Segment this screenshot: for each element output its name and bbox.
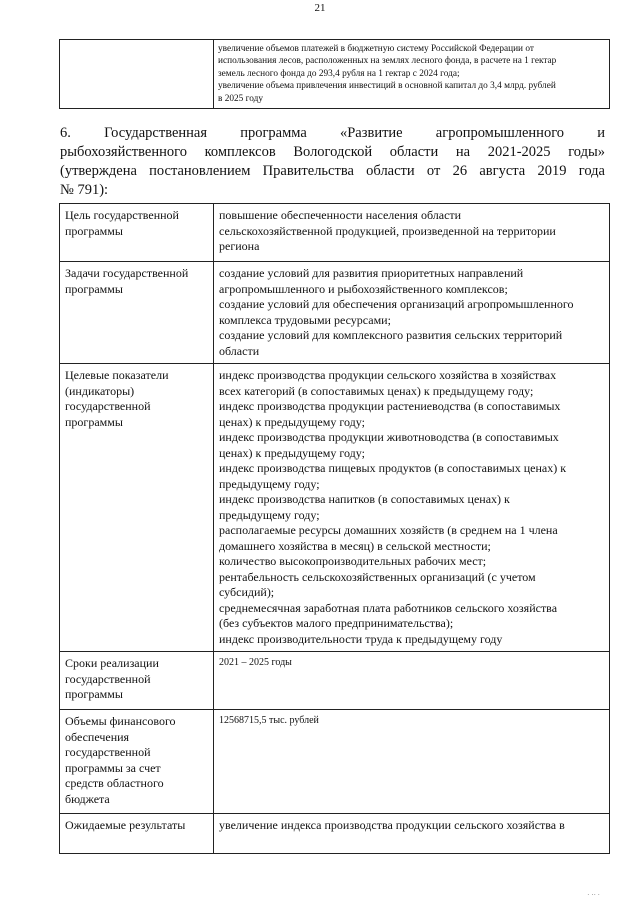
- value-line: рентабельность сельскохозяйственных организаций (с учетом: [219, 569, 536, 584]
- value-line: предыдущему году;: [219, 507, 320, 522]
- value-line: домашнего хозяйства в месяц) в сельской местности;: [219, 538, 491, 553]
- scan-mark: · ·· ·: [587, 891, 600, 899]
- value-line: агропромышленного и рыбохозяйственного комплексов;: [219, 281, 508, 296]
- table-row: [60, 40, 610, 109]
- row-value: [214, 364, 610, 652]
- table-row: [60, 710, 610, 814]
- heading-line: № 791):: [60, 182, 109, 198]
- value-line: количество высокопроизводительных рабочих мест;: [219, 554, 487, 568]
- value-line: увеличение индекса производства продукции сельского хозяйства в: [219, 818, 565, 832]
- text-line: земель лесного фонда до 293,4 рубля на 1 гектар с 2024 года;: [218, 68, 460, 79]
- value-line: (без субъектов малого предпринимательства);: [219, 616, 454, 630]
- value-line: индекс производства напитков (в сопоставимых ценах) к: [219, 492, 510, 506]
- value-line: области: [219, 343, 260, 358]
- value-line: всех категорий (в сопоставимых ценах) к предыдущему году;: [219, 383, 534, 398]
- value-line: ценах) к предыдущему году;: [219, 414, 365, 429]
- label-line: государственной: [65, 745, 151, 759]
- continued-value-cell: [214, 40, 610, 109]
- row-value: [214, 652, 610, 710]
- value-line: индекс производства пищевых продуктов (в сопоставимых ценах) к: [219, 461, 567, 475]
- label-line: бюджета: [65, 791, 110, 806]
- section-heading: [60, 124, 605, 200]
- row-label: [60, 204, 214, 262]
- label-line: программы: [65, 414, 123, 429]
- value-line: создание условий для обеспечения организаций агропромышленного: [219, 297, 574, 311]
- value-line: региона: [219, 239, 260, 253]
- heading-line: (утверждена постановлением Правительства области от 26 августа 2019 года: [60, 163, 605, 179]
- label-line: Сроки реализации: [65, 656, 159, 670]
- table-row: [60, 204, 610, 262]
- label-line: Задачи государственной: [65, 266, 189, 280]
- label-line: Цель государственной: [65, 208, 179, 222]
- label-line: обеспечения: [65, 729, 130, 744]
- text-line: использования лесов, расположенных на землях лесного фонда, в расчете на 1 гектар: [218, 56, 557, 67]
- label-line: (индикаторы): [65, 383, 135, 398]
- heading-line: рыбохозяйственного комплексов Вологодской области на 2021-2025 годы»: [60, 144, 605, 160]
- label-line: средств областного: [65, 776, 164, 790]
- text-line: увеличение объема привлечения инвестиций в основной капитал до 3,4 млрд. рублей: [218, 81, 556, 92]
- label-line: государственной: [65, 671, 151, 686]
- table-row: [60, 262, 610, 364]
- value-line: создание условий для комплексного развития сельских территорий: [219, 328, 563, 342]
- label-line: Ожидаемые результаты: [65, 818, 186, 832]
- row-value: [214, 710, 610, 814]
- label-line: программы: [65, 223, 123, 238]
- value-line: создание условий для развития приоритетных направлений: [219, 266, 524, 280]
- value-line: предыдущему году;: [219, 476, 320, 491]
- value-line: индекс производства продукции сельского хозяйства в хозяйствах: [219, 368, 557, 382]
- value-line: сельскохозяйственной продукцией, произведенной на территории: [219, 223, 556, 238]
- text-line: увеличение объемов платежей в бюджетную систему Российской Федерации от: [218, 44, 534, 54]
- empty-label-cell: [60, 40, 214, 109]
- program-table: [59, 203, 610, 854]
- heading-line: 6. Государственная программа «Развитие агропромышленного и: [60, 125, 605, 141]
- value-line: индекс производства продукции растениеводства (в сопоставимых: [219, 399, 561, 413]
- label-line: программы: [65, 687, 123, 701]
- label-line: программы за счет: [65, 760, 161, 775]
- value-line: 12568715,5 тыс. рублей: [219, 715, 319, 726]
- row-label: [60, 262, 214, 364]
- row-value: [214, 814, 610, 854]
- row-value: [214, 204, 610, 262]
- row-label: [60, 652, 214, 710]
- value-line: повышение обеспеченности населения области: [219, 208, 462, 222]
- label-line: программы: [65, 281, 123, 296]
- label-line: Объемы финансового: [65, 714, 176, 728]
- value-line: комплекса трудовыми ресурсами;: [219, 312, 391, 327]
- table-row: [60, 814, 610, 854]
- table-row: [60, 652, 610, 710]
- row-value: [214, 262, 610, 364]
- value-line: располагаемые ресурсы домашних хозяйств (в среднем на 1 члена: [219, 523, 558, 537]
- row-label: [60, 364, 214, 652]
- row-label: [60, 814, 214, 854]
- value-line: индекс производства продукции животноводства (в сопоставимых: [219, 430, 559, 444]
- table-row: [60, 364, 610, 652]
- label-line: государственной: [65, 399, 151, 413]
- value-line: субсидий);: [219, 585, 275, 599]
- page-number: 21: [314, 2, 326, 14]
- label-line: Целевые показатели: [65, 368, 169, 382]
- value-line: среднемесячная заработная плата работников сельского хозяйства: [219, 600, 558, 615]
- value-line: 2021 – 2025 годы: [219, 657, 292, 668]
- continued-table: [59, 39, 610, 109]
- value-line: ценах) к предыдущему году;: [219, 445, 365, 460]
- value-line: индекс производительности труда к предыдущему году: [219, 631, 503, 646]
- row-label: [60, 710, 214, 814]
- text-line: в 2025 году: [218, 93, 263, 104]
